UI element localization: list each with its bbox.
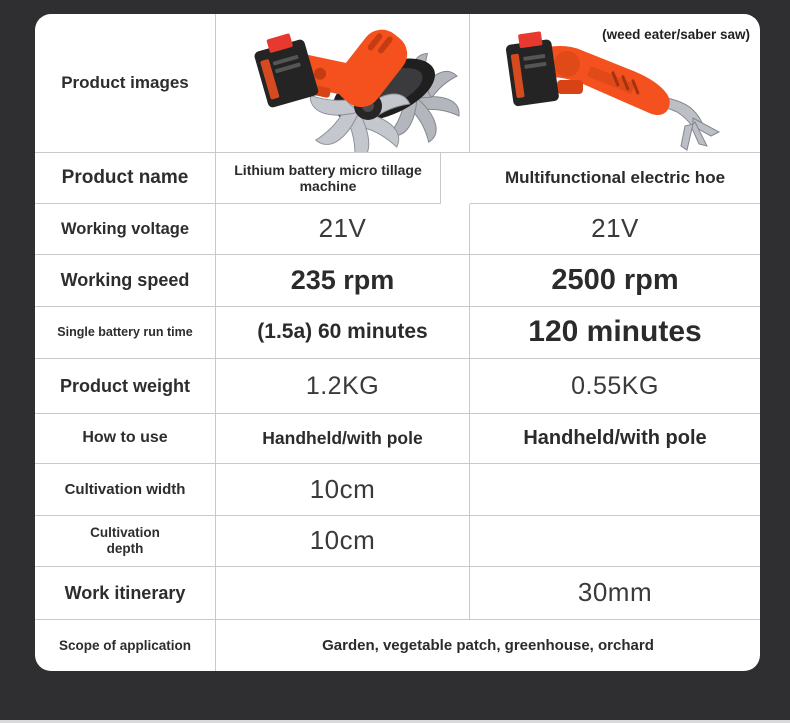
product1-weight: 1.2KG xyxy=(216,359,470,414)
product2-speed: 2500 rpm xyxy=(470,255,760,307)
product1-cultivation-depth: 10cm xyxy=(216,516,470,567)
product2-runtime: 120 minutes xyxy=(470,307,760,359)
row-label-product-weight: Product weight xyxy=(35,359,216,414)
product-comparison-table xyxy=(35,14,760,671)
row-label-cultivation-depth xyxy=(35,516,216,567)
row-label-battery-run-time: Single battery run time xyxy=(35,307,216,359)
product1-name: Lithium battery micro tillage machine xyxy=(216,153,441,204)
product2-image-cell xyxy=(470,14,760,153)
row-label-working-voltage: Working voltage xyxy=(35,204,216,255)
product1-voltage: 21V xyxy=(216,204,470,255)
row-label-how-to-use: How to use xyxy=(35,414,216,464)
product2-cultivation-width xyxy=(470,464,760,516)
product1-work-itinerary xyxy=(216,567,470,620)
product1-usage: Handheld/with pole xyxy=(216,414,470,464)
product2-name: Multifunctional electric hoe xyxy=(470,153,760,204)
product1-runtime: (1.5a) 60 minutes xyxy=(216,307,470,359)
row-label-product-images: Product images xyxy=(35,14,216,153)
product1-speed: 235 rpm xyxy=(216,255,470,307)
cultivation-depth-label-text: Cultivation depth xyxy=(90,525,160,556)
product2-annotation: (weed eater/saber saw) xyxy=(602,27,750,42)
product2-weight: 0.55KG xyxy=(470,359,760,414)
row-label-scope-of-application: Scope of application xyxy=(35,620,216,671)
product1-image-cell xyxy=(216,14,470,153)
micro-tillage-machine-image xyxy=(216,14,469,152)
product2-work-itinerary: 30mm xyxy=(470,567,760,620)
product2-voltage: 21V xyxy=(470,204,760,255)
product1-cultivation-width: 10cm xyxy=(216,464,470,516)
product2-usage: Handheld/with pole xyxy=(470,414,760,464)
row-label-working-speed: Working speed xyxy=(35,255,216,307)
row-label-product-name: Product name xyxy=(35,153,216,204)
row-label-cultivation-width: Cultivation width xyxy=(35,464,216,516)
product2-cultivation-depth xyxy=(470,516,760,567)
row-label-work-itinerary: Work itinerary xyxy=(35,567,216,620)
scope-of-application-value: Garden, vegetable patch, greenhouse, orchard xyxy=(322,636,654,654)
